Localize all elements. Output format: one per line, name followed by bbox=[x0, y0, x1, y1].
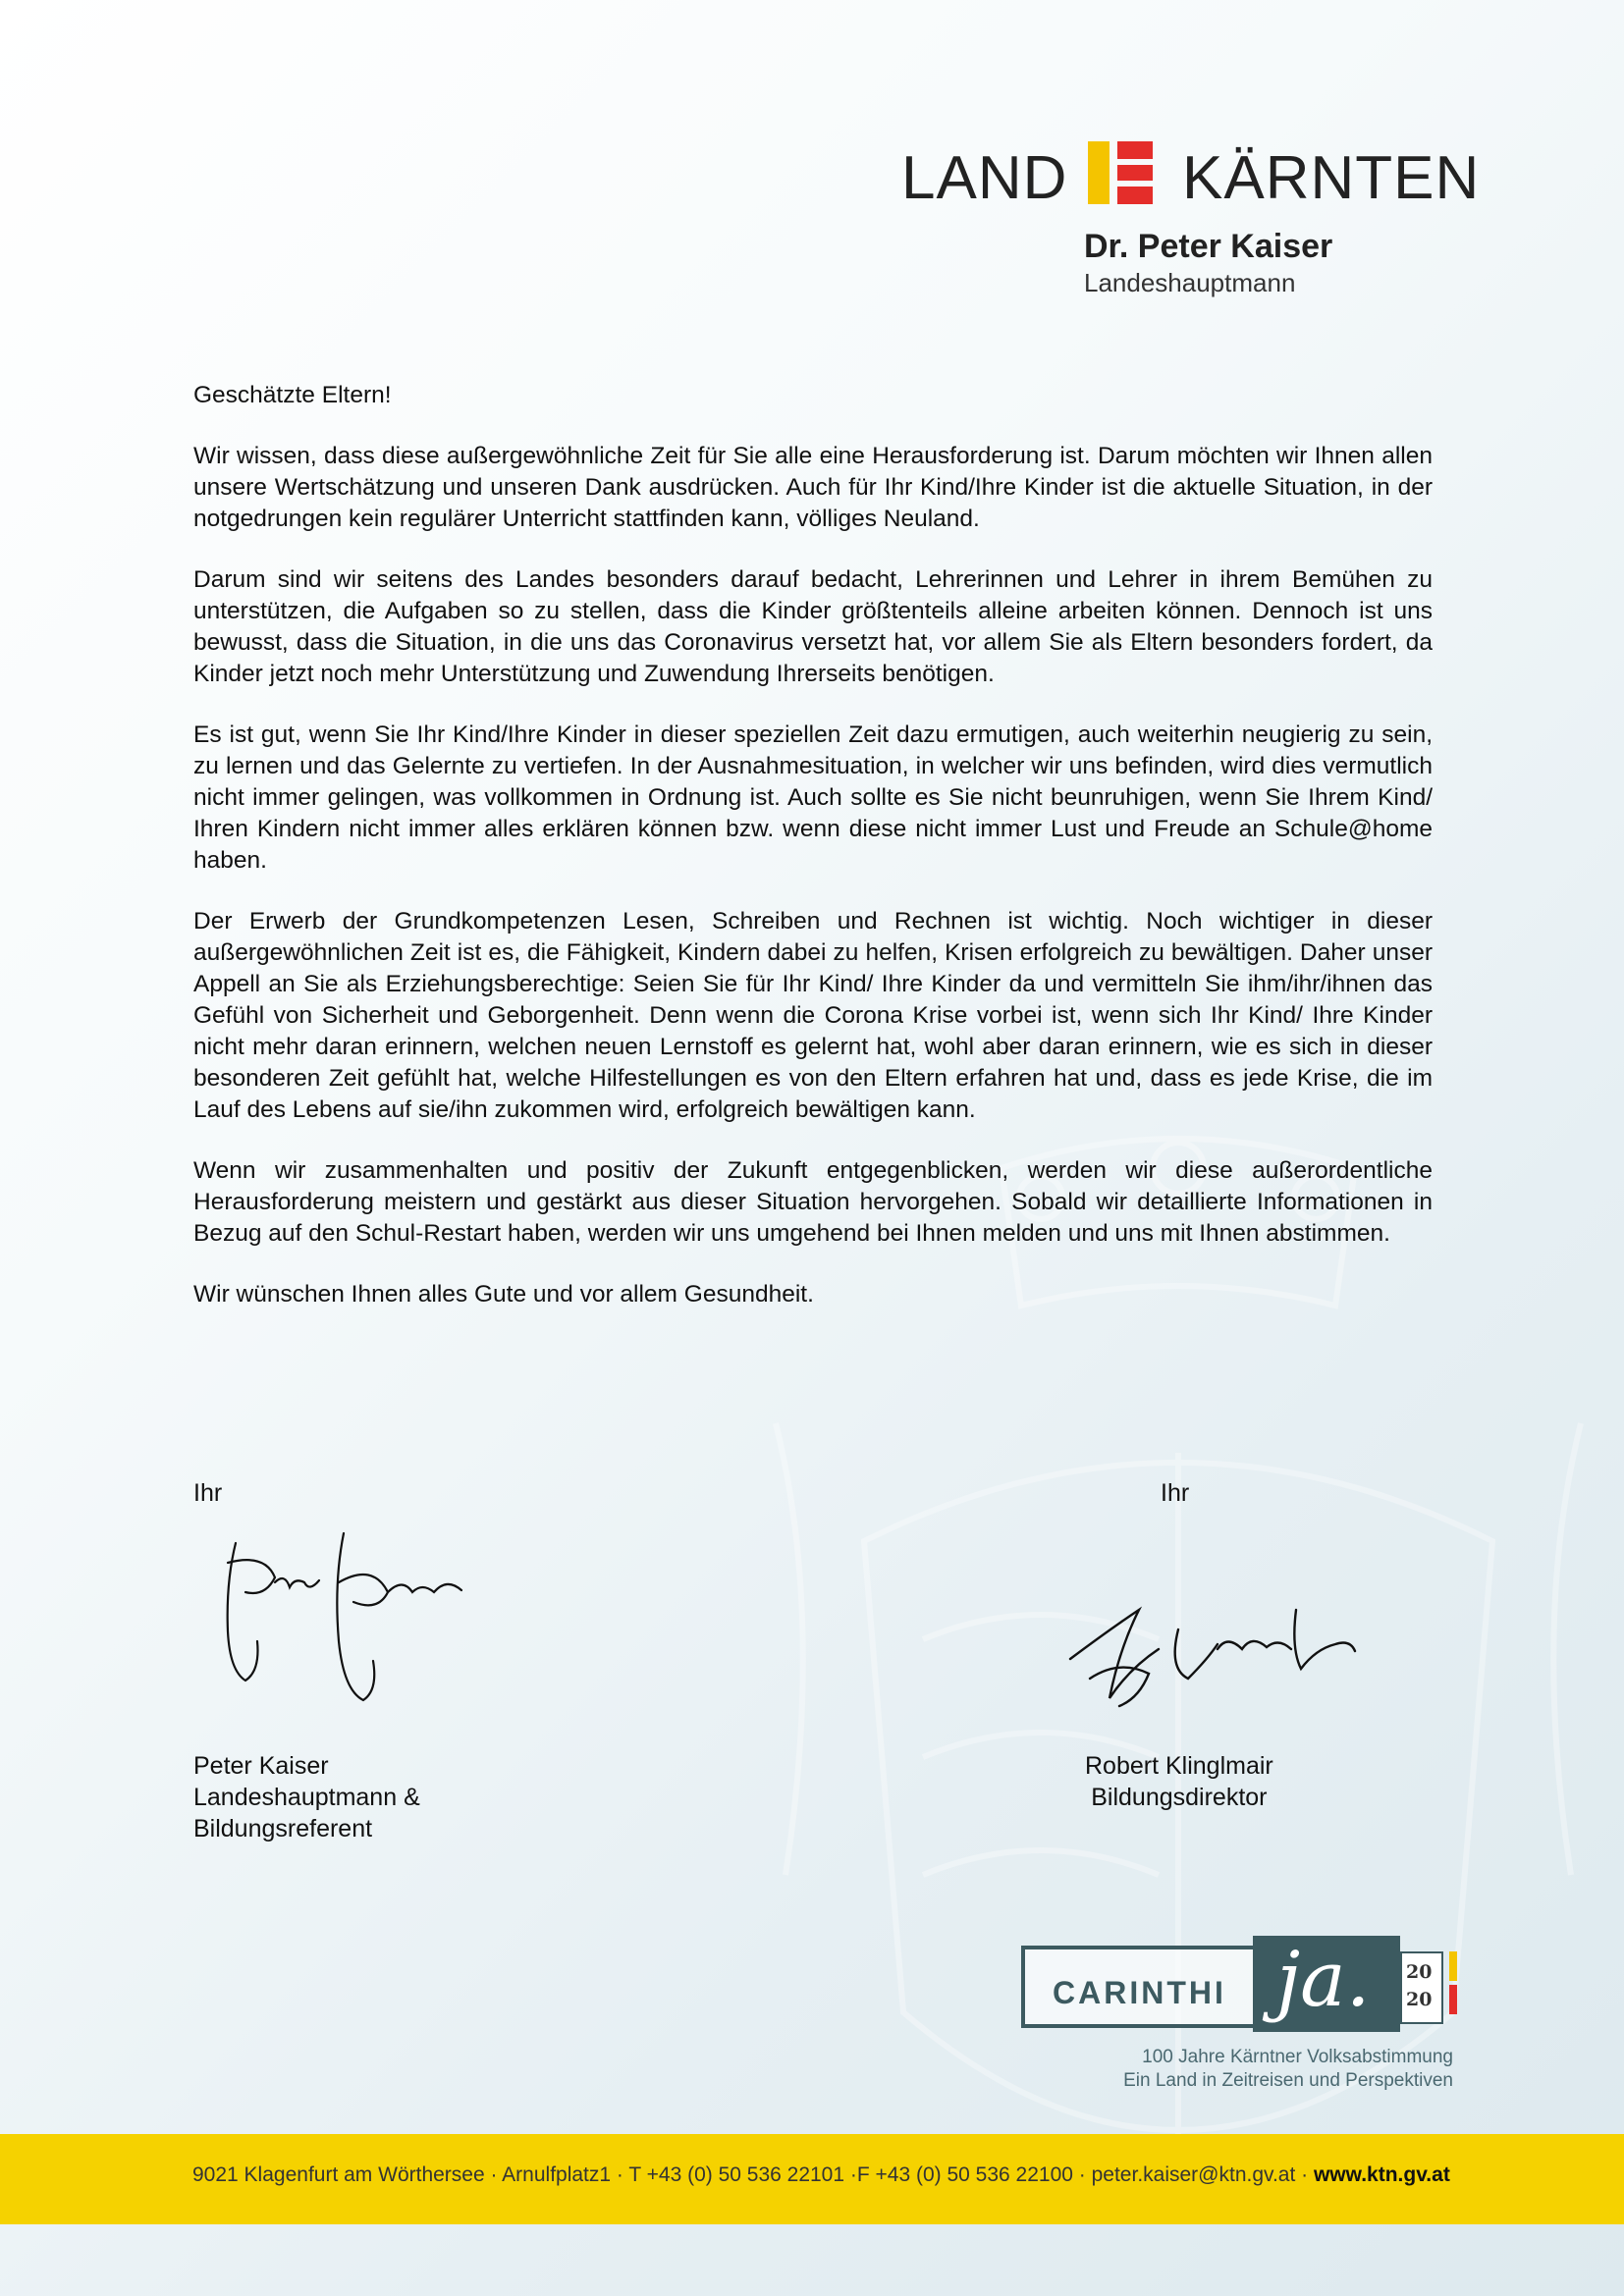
footer-bar bbox=[0, 2134, 1624, 2224]
carinthija-ja: ja. bbox=[1276, 1936, 1371, 2024]
closing-left: Ihr bbox=[193, 1479, 223, 1507]
signatory-right-name: Robert Klinglmair bbox=[1085, 1752, 1273, 1780]
year-bottom: 20 bbox=[1406, 1989, 1433, 2010]
paragraph: Darum sind wir seitens des Landes besonders darauf bedacht, Lehrerinnen und Lehrer in ihrem Bemühen zu unterstützen, die Aufgaben so zu stellen, dass die Kinder größtenteils alleine arbeiten können. Dennoch ist uns bewusst, dass die Situation, in die uns das Coronavirus versetzt hat, vor allem Sie als Eltern besonders fordert, da Kinder jetzt noch mehr Unterstützung und Zuwendung Ihrerseits benötigen. bbox=[193, 566, 1433, 687]
carinthija-tagline bbox=[982, 2046, 1453, 2093]
footer-address: 9021 Klagenfurt am Wörthersee · Arnulfplatz1 · T +43 (0) 50 536 22101 ·F +43 (0) 50 536 22100 · peter.kaiser@ktn.gv.at · bbox=[192, 2163, 1314, 2186]
signatory-left-name: Peter Kaiser bbox=[193, 1752, 329, 1780]
paragraph: Wir wissen, dass diese außergewöhnliche Zeit für Sie alle eine Herausforderung ist. Darum möchten wir Ihnen allen unsere Wertschätzung und unseren Dank ausdrücken. Auch für Ihr Kind/Ihre Kinder ist die aktuelle Situation, in der notgedrungen kein regulärer Unterricht stattfinden kann, völliges Neuland. bbox=[193, 443, 1433, 532]
paragraph: Der Erwerb der Grundkompetenzen Lesen, Schreiben und Rechnen ist wichtig. Noch wichtiger in dieser außergewöhnlichen Zeit ist es, die Fähigkeit, Kindern dabei zu helfen, Krisen erfolgreich zu bewältigen. Daher unser Appell an Sie als Erziehungsberechtige: Seien Sie für Ihr Kind/ Ihre Kinder da und vermitteln Sie ihm/ihr/ihnen das Gefühl von Sicherheit und Geborgenheit. Denn wenn die Corona Krise vorbei ist, wenn sich Ihr Kind/ Ihre Kinder nicht mehr daran erinnern, welchen neuen Lernstoff es gelernt hat, wohl aber daran erinnern, wie es sich in dieser besonderen Zeit gefühlt hat, welche Hilfestellungen es von den Eltern erfahren hat und, dass es jede Krise, die im Lauf des Lebens auf sie/ihn zukommen wird, erfolgreich bewältigen kann. bbox=[193, 908, 1433, 1123]
carinthia-flag-icon bbox=[1088, 141, 1153, 204]
footer-website-link[interactable]: www.ktn.gv.at bbox=[1313, 2163, 1450, 2186]
flag-stripe-red bbox=[1449, 1985, 1457, 2014]
flag-stripe-yellow bbox=[1449, 1951, 1457, 1981]
salutation: Geschätzte Eltern! bbox=[193, 382, 392, 408]
signature-right-icon bbox=[1051, 1590, 1365, 1718]
logo-land-text: LAND bbox=[901, 144, 1068, 212]
sender-title: Landeshauptmann bbox=[1084, 268, 1296, 297]
carinthija-word: CARINTHI bbox=[1053, 1975, 1226, 2010]
carinthija-year bbox=[1400, 1951, 1443, 2024]
signatory-left-role: Landeshauptmann & bbox=[193, 1784, 420, 1811]
year-top: 20 bbox=[1406, 1961, 1433, 1983]
logo-kaernten-text: KÄRNTEN bbox=[1182, 144, 1481, 212]
signatory-left-role: Bildungsreferent bbox=[193, 1815, 373, 1842]
paragraph: Es ist gut, wenn Sie Ihr Kind/Ihre Kinder in dieser speziellen Zeit dazu ermutigen, auch weiterhin neugierig zu sein, zu lernen und das Gelernte zu vertiefen. In der Ausnahmesituation, in welcher wir uns befinden, wird dies vermutlich nicht immer gelingen, was vollkommen in Ordnung ist. Auch sollte es Sie nicht beunruhigen, wenn Sie Ihrem Kind/ Ihren Kindern nicht immer alles erklären können bzw. wenn diese nicht immer Lust und Freude an Schule@home haben. bbox=[193, 721, 1433, 874]
paragraph: Wenn wir zusammenhalten und positiv der Zukunft entgegenblicken, werden wir diese außerordentliche Herausforderung meistern und gestärkt aus dieser Situation hervorgehen. Sobald wir detaillierte Informationen in Bezug auf den Schul-Restart haben, werden wir uns umgehend bei Ihnen melden und uns mit Ihnen abstimmen. bbox=[193, 1157, 1433, 1247]
tagline-line: Ein Land in Zeitreisen und Perspektiven bbox=[1123, 2070, 1453, 2091]
signatory-right bbox=[1085, 1750, 1273, 1813]
signatory-right-role: Bildungsdirektor bbox=[1091, 1784, 1268, 1811]
letter-body bbox=[193, 380, 1433, 1340]
carinthija-logo bbox=[1021, 1936, 1453, 2034]
signatory-left bbox=[193, 1750, 420, 1844]
sender-name: Dr. Peter Kaiser bbox=[1084, 228, 1333, 265]
carinthija-ja-block bbox=[1253, 1936, 1400, 2032]
closing-right: Ihr bbox=[1161, 1479, 1190, 1507]
sender-block bbox=[1084, 228, 1332, 298]
tagline-line: 100 Jahre Kärntner Volksabstimmung bbox=[1142, 2047, 1453, 2067]
carinthija-box bbox=[1021, 1946, 1257, 2028]
footer-contact bbox=[192, 2163, 1450, 2187]
paragraph: Wir wünschen Ihnen alles Gute und vor allem Gesundheit. bbox=[193, 1281, 814, 1308]
signature-left-icon bbox=[206, 1523, 471, 1720]
